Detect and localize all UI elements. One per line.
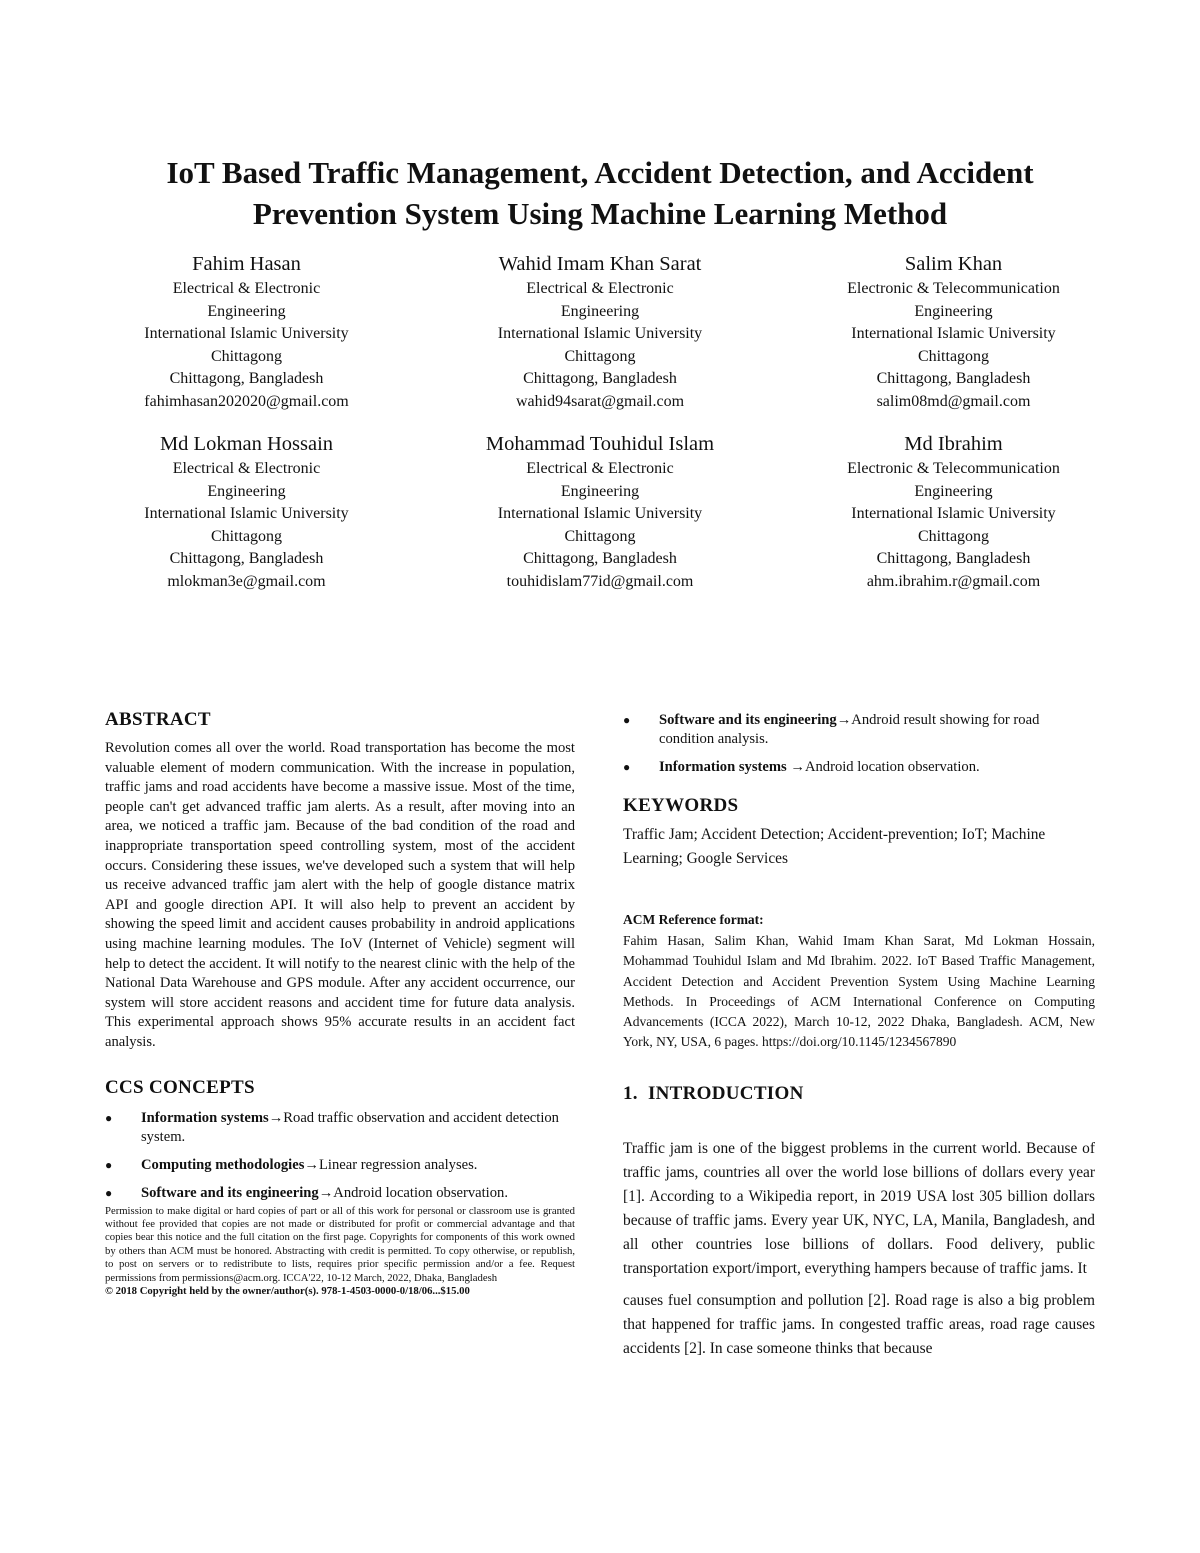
author-email: touhidislam77id@gmail.com (506, 572, 694, 590)
author-dept: Electrical & Electronic (172, 280, 321, 297)
footnote-text: Permission to make digital or hard copies of part or all of this work for personal or classroom use is granted without fee provided that copies are not made or distributed for profit or commercial advantage and that copies bear this notice and the full citation on the first page. Copyrights for components of this work owned by others than ACM must be honored. Abstracting with credit is permitted. To copy otherwise, or republish, to post on servers or to redistribute to lists, requires prior specific permission and/or a fee. Request permissions from permissions@acm.org. ICCA'22, 10-12 March, 2022, Dhaka, Bangladesh (105, 1204, 575, 1284)
arrow-icon: → (304, 1156, 319, 1173)
author-university: Chittagong (917, 527, 990, 545)
author-university: International Islamic University (851, 505, 1056, 522)
author-dept: Engineering (207, 482, 286, 500)
author-university: Chittagong (210, 347, 283, 365)
author-row-1 (70, 250, 1130, 413)
author-dept: Engineering (560, 482, 640, 500)
author-email: salim08md@gmail.com (876, 392, 1031, 410)
introduction-heading (623, 1081, 1095, 1107)
ccs-description: Road traffic observation and accident detection system. (141, 1109, 559, 1145)
author-dept: Electrical & Electronic (172, 460, 321, 477)
arrow-icon: → (836, 712, 852, 728)
ccs-list-continued (623, 711, 1095, 777)
author-university: International Islamic University (851, 325, 1056, 342)
author-name: Fahim Hasan (192, 253, 301, 275)
author-university: Chittagong (210, 527, 283, 545)
arrow-icon: → (318, 1184, 334, 1201)
author-email: mlokman3e@gmail.com (167, 572, 326, 590)
abstract-heading: ABSTRACT (105, 709, 211, 730)
author-university: Chittagong (564, 347, 636, 365)
bullet-icon: ● (105, 1185, 113, 1200)
author-university: Chittagong (917, 347, 990, 365)
copyright-line: © 2018 Copyright held by the owner/author(s). 978-1-4503-0000-0/18/06...$15.00 (105, 1284, 470, 1297)
introduction-section (623, 1081, 1095, 1361)
bullet-icon: ● (623, 760, 631, 774)
abstract-text: Revolution comes all over the world. Road transportation has become the most valuable element of modern communication. With the increase in population, traffic jams and road accidents have become a massive issue. Most of the time, people can't get advanced traffic jam alerts. As a result, after moving into an area, we noticed a traffic jam. Because of the bad condition of the road and inappropriate transportation speed controlling system, most of the accident occurs. Considering these issues, we've developed such a system that will help us receive advanced traffic jam alert with the help of google distance matrix API and google direction API. It will also help to prevent an accident by showing the speed limit and accident causes probability in android applications using machine learning modules. The IoV (Internet of Vehicle) segment will help to detect the accident. It will notify to the nearest clinic with the help of the National Data Warehouse and GPS module. After any accident occurrence, our system will store accident reasons and accident time for future data analysis. This experimental approach shows 95% accurate results in an accident fact analysis. (105, 740, 575, 1050)
author-dept: Engineering (914, 302, 993, 320)
author-name: Md Ibrahim (904, 433, 1003, 455)
ccs-description: Android result showing for road condition analysis. (659, 712, 1040, 747)
ccs-heading: CCS CONCEPTS (105, 1076, 255, 1098)
author-location: Chittagong, Bangladesh (876, 550, 1031, 567)
author-dept: Engineering (560, 302, 640, 320)
ccs-item (105, 1156, 575, 1175)
author-name: Md Lokman Hossain (159, 433, 334, 455)
section-title: INTRODUCTION (647, 1082, 804, 1104)
keywords-text: Traffic Jam; Accident Detection; Accident-prevention; IoT; Machine Learning; Google Services (623, 826, 1046, 867)
author-location: Chittagong, Bangladesh (169, 550, 324, 567)
bullet-icon: ● (105, 1110, 113, 1125)
author-university: International Islamic University (497, 505, 703, 522)
author-university: International Islamic University (144, 505, 349, 522)
author-email: ahm.ibrahim.r@gmail.com (866, 572, 1041, 590)
author-dept: Electrical & Electronic (526, 280, 674, 297)
ccs-item (105, 1184, 575, 1203)
author-email: fahimhasan202020@gmail.com (144, 392, 349, 410)
acm-reference-text: Fahim Hasan, Salim Khan, Wahid Imam Khan Sarat, Md Lokman Hossain, Mohammad Touhidul Islam and Md Ibrahim. 2022. IoT Based Traffic Management, Accident Detection and Accident Prevention System Using Machine Learning Methods. In Proceedings of ACM International Conference on Computing Advancements (ICCA 2022), March 10-12, 2022 Dhaka, Bangladesh. ACM, New York, NY, USA, 6 pages. https://doi.org/10.1145/1234567890 (623, 933, 1095, 1050)
author-name: Wahid Imam Khan Sarat (498, 253, 702, 275)
left-column (105, 707, 575, 1298)
ccs-category: Information systems (659, 759, 787, 775)
author-dept: Electronic & Telecommunication (847, 280, 1060, 297)
author-row-2 (70, 430, 1130, 593)
ccs-category: Software and its engineering (141, 1184, 319, 1201)
author-card (424, 430, 777, 593)
arrow-icon: → (786, 759, 805, 775)
author-card (777, 250, 1130, 413)
keywords-heading: KEYWORDS (623, 795, 739, 816)
author-card (70, 250, 423, 413)
author-dept: Engineering (914, 482, 993, 500)
arrow-icon: → (268, 1109, 284, 1126)
author-location: Chittagong, Bangladesh (876, 370, 1031, 387)
introduction-paragraph-1: Traffic jam is one of the biggest problems in the current world. Because of traffic jams, countries all over the world lose billions of dollars every year [1]. According to a Wikipedia report, in 2019 USA lost 305 billion dollars because of traffic jams. Every year UK, NYC, LA, Manila, Bangladesh, and all other countries lose billions of dollars. Food delivery, public transportation export/import, everything hampers because of traffic jams. It (623, 1139, 1095, 1277)
author-dept: Electrical & Electronic (526, 460, 674, 477)
acm-reference-heading: ACM Reference format: (623, 912, 764, 927)
ccs-description: Linear regression analyses. (318, 1156, 478, 1173)
bullet-icon: ● (105, 1157, 113, 1172)
author-dept: Electronic & Telecommunication (847, 460, 1060, 477)
author-email: wahid94sarat@gmail.com (515, 392, 685, 410)
ccs-description: Android location observation. (333, 1184, 508, 1201)
section-number: 1. (623, 1082, 638, 1104)
author-location: Chittagong, Bangladesh (523, 550, 677, 567)
ccs-list (105, 1109, 575, 1203)
ccs-item (623, 758, 1095, 777)
author-university: International Islamic University (497, 325, 703, 342)
permission-footnote (105, 1205, 575, 1299)
author-dept: Engineering (207, 302, 286, 320)
bullet-icon: ● (623, 713, 631, 727)
ccs-category: Information systems (141, 1109, 269, 1126)
author-name: Mohammad Touhidul Islam (485, 433, 715, 455)
ccs-category: Computing methodologies (141, 1156, 305, 1173)
paper-title: IoT Based Traffic Management, Accident Detection, and Accident Prevention System Using Machine Learning Method (166, 155, 1034, 231)
author-block (70, 250, 1130, 593)
author-university: International Islamic University (144, 325, 349, 342)
ccs-description: Android location observation. (804, 759, 980, 775)
introduction-paragraph-2: causes fuel consumption and pollution [2]. Road rage is also a big problem that happened for traffic jams. In congested traffic areas, road rage causes accidents [2]. In case someone thinks that because (623, 1291, 1095, 1357)
author-name: Salim Khan (904, 253, 1003, 275)
author-card (70, 430, 423, 593)
author-university: Chittagong (564, 527, 636, 545)
ccs-item (623, 711, 1095, 749)
ccs-category: Software and its engineering (659, 712, 837, 728)
ccs-item (105, 1109, 575, 1147)
author-card (424, 250, 777, 413)
right-column (623, 711, 1095, 1361)
author-card (777, 430, 1130, 593)
author-location: Chittagong, Bangladesh (169, 370, 324, 387)
author-location: Chittagong, Bangladesh (523, 370, 677, 387)
